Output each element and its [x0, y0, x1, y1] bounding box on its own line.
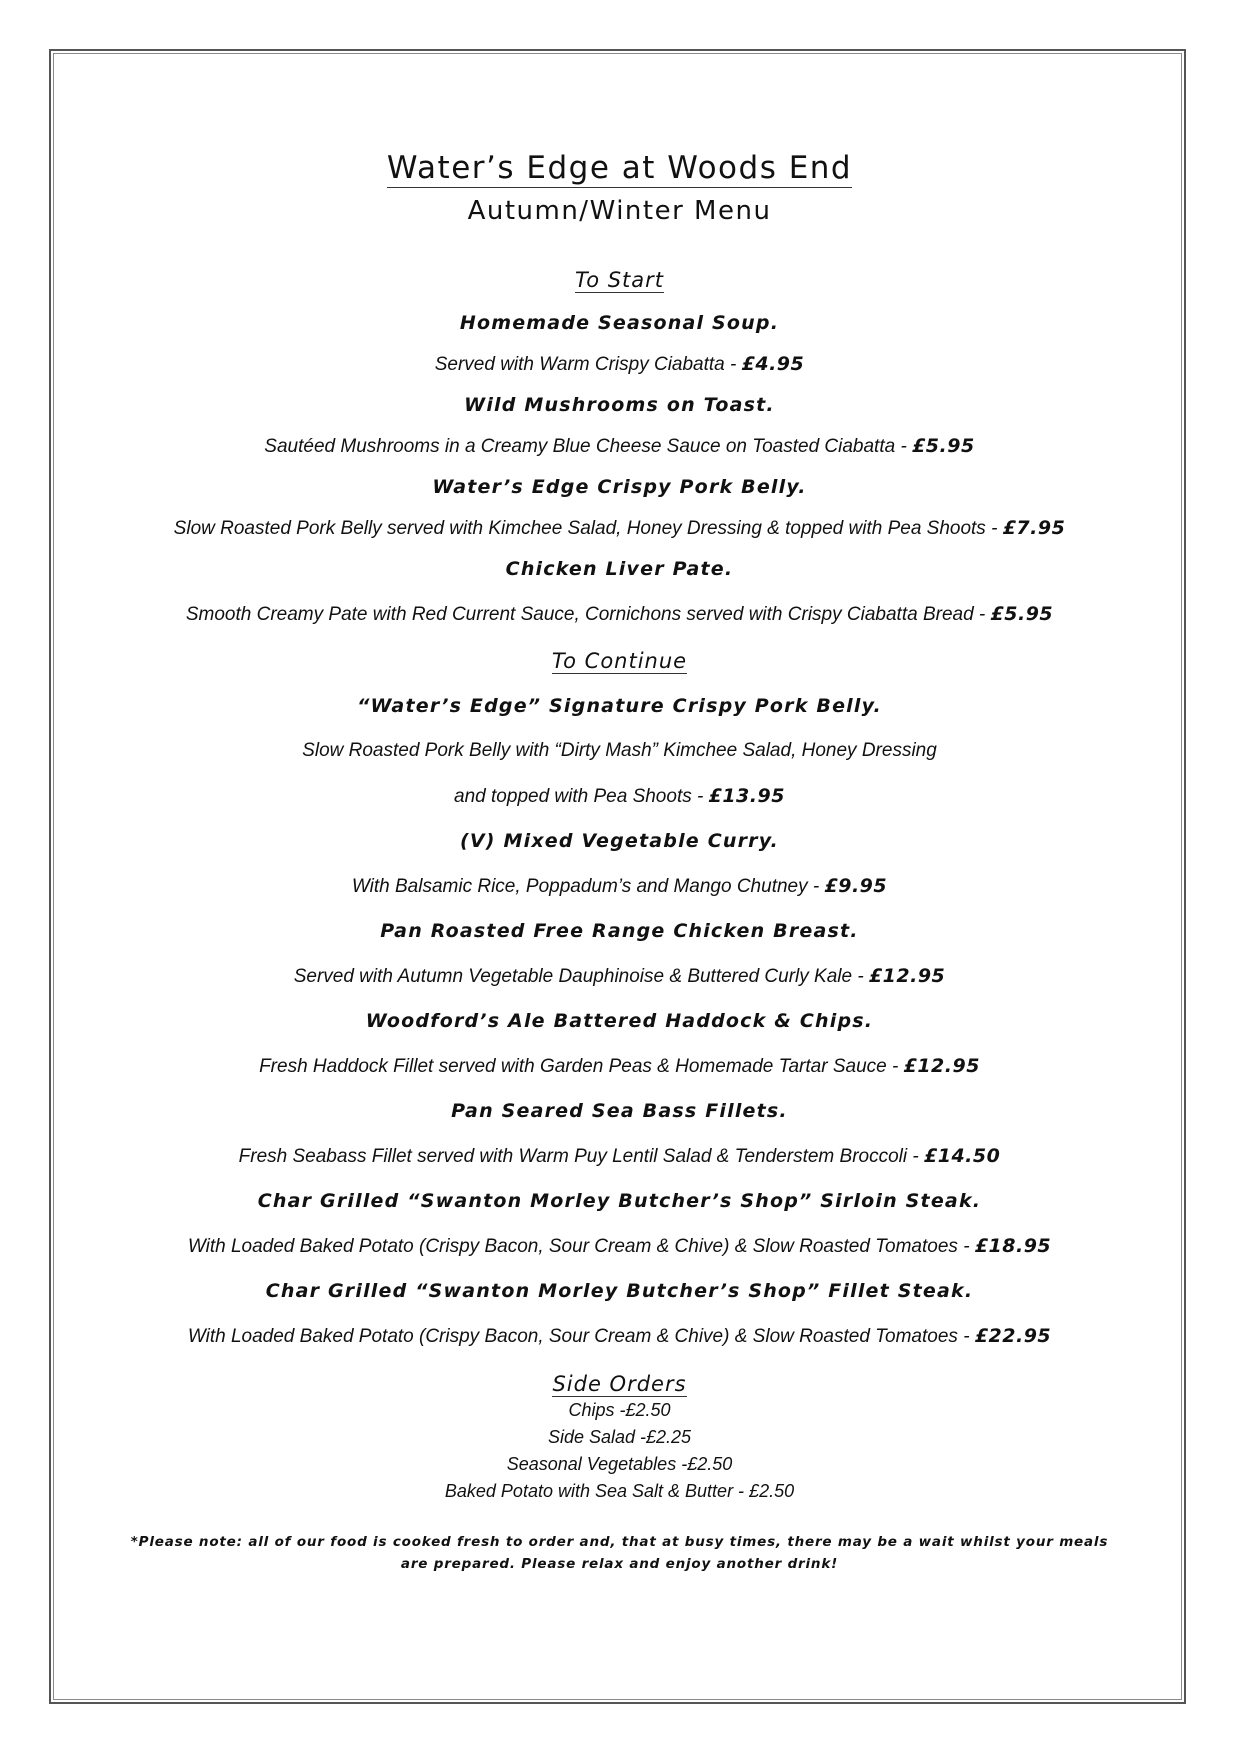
- dish-description: [60, 515, 1179, 542]
- dish-description: [60, 963, 1179, 990]
- section-heading-to-continue: [60, 647, 1179, 675]
- dish-name: Pan Roasted Free Range Chicken Breast.: [380, 920, 859, 942]
- dish-description-text: With Loaded Baked Potato (Crispy Bacon, Sour Cream & Chive) & Slow Roasted Tomatoes -: [187, 1326, 975, 1347]
- dish-description-text: Served with Autumn Vegetable Dauphinoise & Buttered Curly Kale -: [293, 966, 869, 987]
- dish-price: £12.95: [903, 1055, 980, 1077]
- section-heading-text: To Start: [574, 268, 665, 292]
- menu-subtitle: Autumn/Winter Menu: [467, 196, 772, 226]
- footer-note-line: *Please note: all of our food is cooked fresh to order and, that at busy times, there may be a wait whilst your meals: [130, 1534, 1109, 1550]
- dish-name: Water’s Edge Crispy Pork Belly.: [432, 476, 807, 498]
- dish-description-text: With Balsamic Rice, Poppadum’s and Mango Chutney -: [351, 876, 825, 897]
- dish-description-text: and topped with Pea Shoots -: [454, 786, 709, 807]
- dish-description: [60, 783, 1179, 810]
- dish-description-text: Served with Warm Crispy Ciabatta -: [434, 354, 742, 375]
- dish-name: Woodford’s Ale Battered Haddock & Chips.: [365, 1010, 874, 1032]
- dish-description: [60, 1233, 1179, 1260]
- dish-description: [60, 433, 1179, 460]
- side-order-item: Side Salad -£2.25: [547, 1427, 692, 1447]
- dish-price: £7.95: [1002, 517, 1066, 539]
- dish-description: [60, 873, 1179, 900]
- dish-price: £12.95: [868, 965, 946, 987]
- dish-name: Char Grilled “Swanton Morley Butcher’s Shop” Sirloin Steak.: [257, 1190, 982, 1212]
- section-heading-text: To Continue: [551, 649, 688, 673]
- dish-price: £22.95: [974, 1325, 1052, 1347]
- dish-price: £9.95: [824, 875, 888, 897]
- dish-price: £5.95: [912, 435, 975, 457]
- dish-price: £13.95: [708, 785, 785, 807]
- dish-description-text: With Loaded Baked Potato (Crispy Bacon, Sour Cream & Chive) & Slow Roasted Tomatoes -: [187, 1236, 975, 1257]
- dish-price: £5.95: [990, 603, 1054, 625]
- side-order-item: Baked Potato with Sea Salt & Butter - £2.50: [444, 1481, 795, 1501]
- section-heading-side-orders: [60, 1370, 1179, 1398]
- dish-price: £4.95: [741, 353, 805, 375]
- dish-description: [60, 1053, 1179, 1080]
- section-heading-text: Side Orders: [552, 1372, 687, 1396]
- dish-description: [60, 1143, 1179, 1170]
- side-order-item: Seasonal Vegetables -£2.50: [506, 1454, 733, 1474]
- dish-description: [60, 351, 1179, 378]
- dish-description-text: Fresh Haddock Fillet served with Garden Peas & Homemade Tartar Sauce -: [259, 1056, 904, 1077]
- dish-price: £14.50: [924, 1145, 1001, 1167]
- menu-title: [60, 148, 1179, 188]
- dish-name: Wild Mushrooms on Toast.: [464, 394, 775, 416]
- menu-title-text: Water’s Edge at Woods End: [386, 150, 853, 186]
- dish-description-text: Sautéed Mushrooms in a Creamy Blue Cheese Sauce on Toasted Ciabatta -: [264, 436, 913, 457]
- dish-name: Homemade Seasonal Soup.: [459, 312, 780, 334]
- side-order-item: Chips -£2.50: [568, 1400, 671, 1420]
- dish-price: £18.95: [974, 1235, 1052, 1257]
- dish-description: [60, 601, 1179, 628]
- dish-name: Chicken Liver Pate.: [505, 558, 734, 580]
- footer-note-line: are prepared. Please relax and enjoy another drink!: [400, 1556, 839, 1572]
- dish-name: Pan Seared Sea Bass Fillets.: [451, 1100, 788, 1122]
- dish-description-text: Smooth Creamy Pate with Red Current Sauce, Cornichons served with Crispy Ciabatta Bread -: [185, 604, 991, 625]
- dish-description-text: Fresh Seabass Fillet served with Warm Puy Lentil Salad & Tenderstem Broccoli -: [238, 1146, 924, 1167]
- dish-name: Char Grilled “Swanton Morley Butcher’s Shop” Fillet Steak.: [265, 1280, 974, 1302]
- section-heading-to-start: [60, 266, 1179, 294]
- dish-description-text: Slow Roasted Pork Belly served with Kimchee Salad, Honey Dressing & topped with Pea Shoots -: [173, 518, 1003, 539]
- dish-description: Slow Roasted Pork Belly with “Dirty Mash” Kimchee Salad, Honey Dressing: [302, 740, 937, 761]
- dish-name: (V) Mixed Vegetable Curry.: [460, 830, 779, 852]
- dish-description: [60, 1323, 1179, 1350]
- dish-name: “Water’s Edge” Signature Crispy Pork Belly.: [357, 695, 882, 717]
